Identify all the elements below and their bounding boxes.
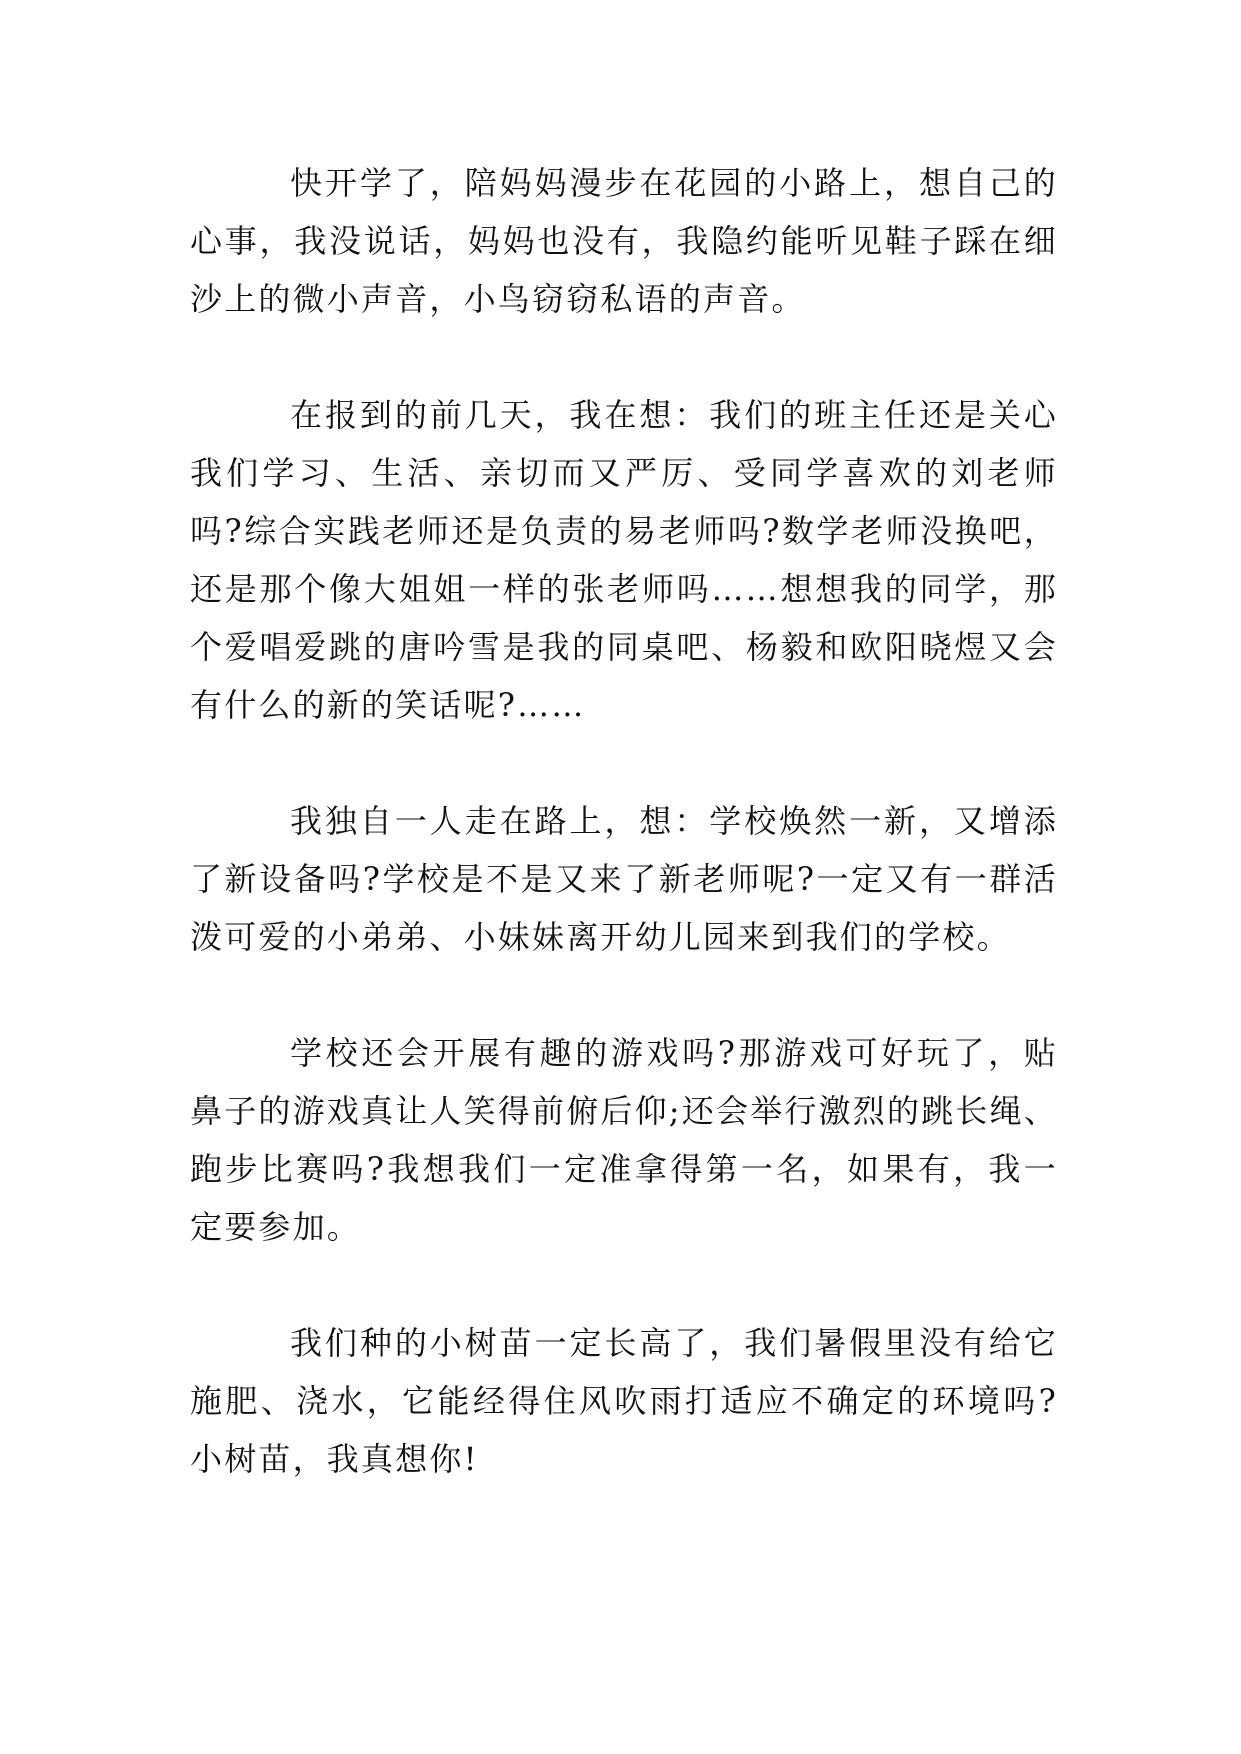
paragraph-2: 在报到的前几天，我在想：我们的班主任还是关心我们学习、生活、亲切而又严厉、受同学喜欢的刘老师吗?综合实践老师还是负责的易老师吗?数学老师没换吧，还是那个像大姐姐一样的张老师吗……想想我的同学，那个爱唱爱跳的唐吟雪是我的同桌吧、杨毅和欧阳晓煜又会有什么的新的笑话呢?…… bbox=[190, 396, 1058, 724]
document-body bbox=[190, 154, 1058, 1488]
paragraph-5: 我们种的小树苗一定长高了，我们暑假里没有给它施肥、浇水，它能经得住风吹雨打适应不确定的环境吗?小树苗，我真想你! bbox=[190, 1324, 1058, 1478]
paragraph-1: 快开学了，陪妈妈漫步在花园的小路上，想自己的心事，我没说话，妈妈也没有，我隐约能听见鞋子踩在细沙上的微小声音，小鸟窃窃私语的声音。 bbox=[190, 164, 1058, 318]
paragraph-4: 学校还会开展有趣的游戏吗?那游戏可好玩了，贴鼻子的游戏真让人笑得前俯后仰;还会举行激烈的跳长绳、跑步比赛吗?我想我们一定准拿得第一名，如果有，我一定要参加。 bbox=[190, 1034, 1058, 1246]
paragraph-3: 我独自一人走在路上，想：学校焕然一新，又增添了新设备吗?学校是不是又来了新老师呢?一定又有一群活泼可爱的小弟弟、小妹妹离开幼儿园来到我们的学校。 bbox=[190, 802, 1058, 956]
